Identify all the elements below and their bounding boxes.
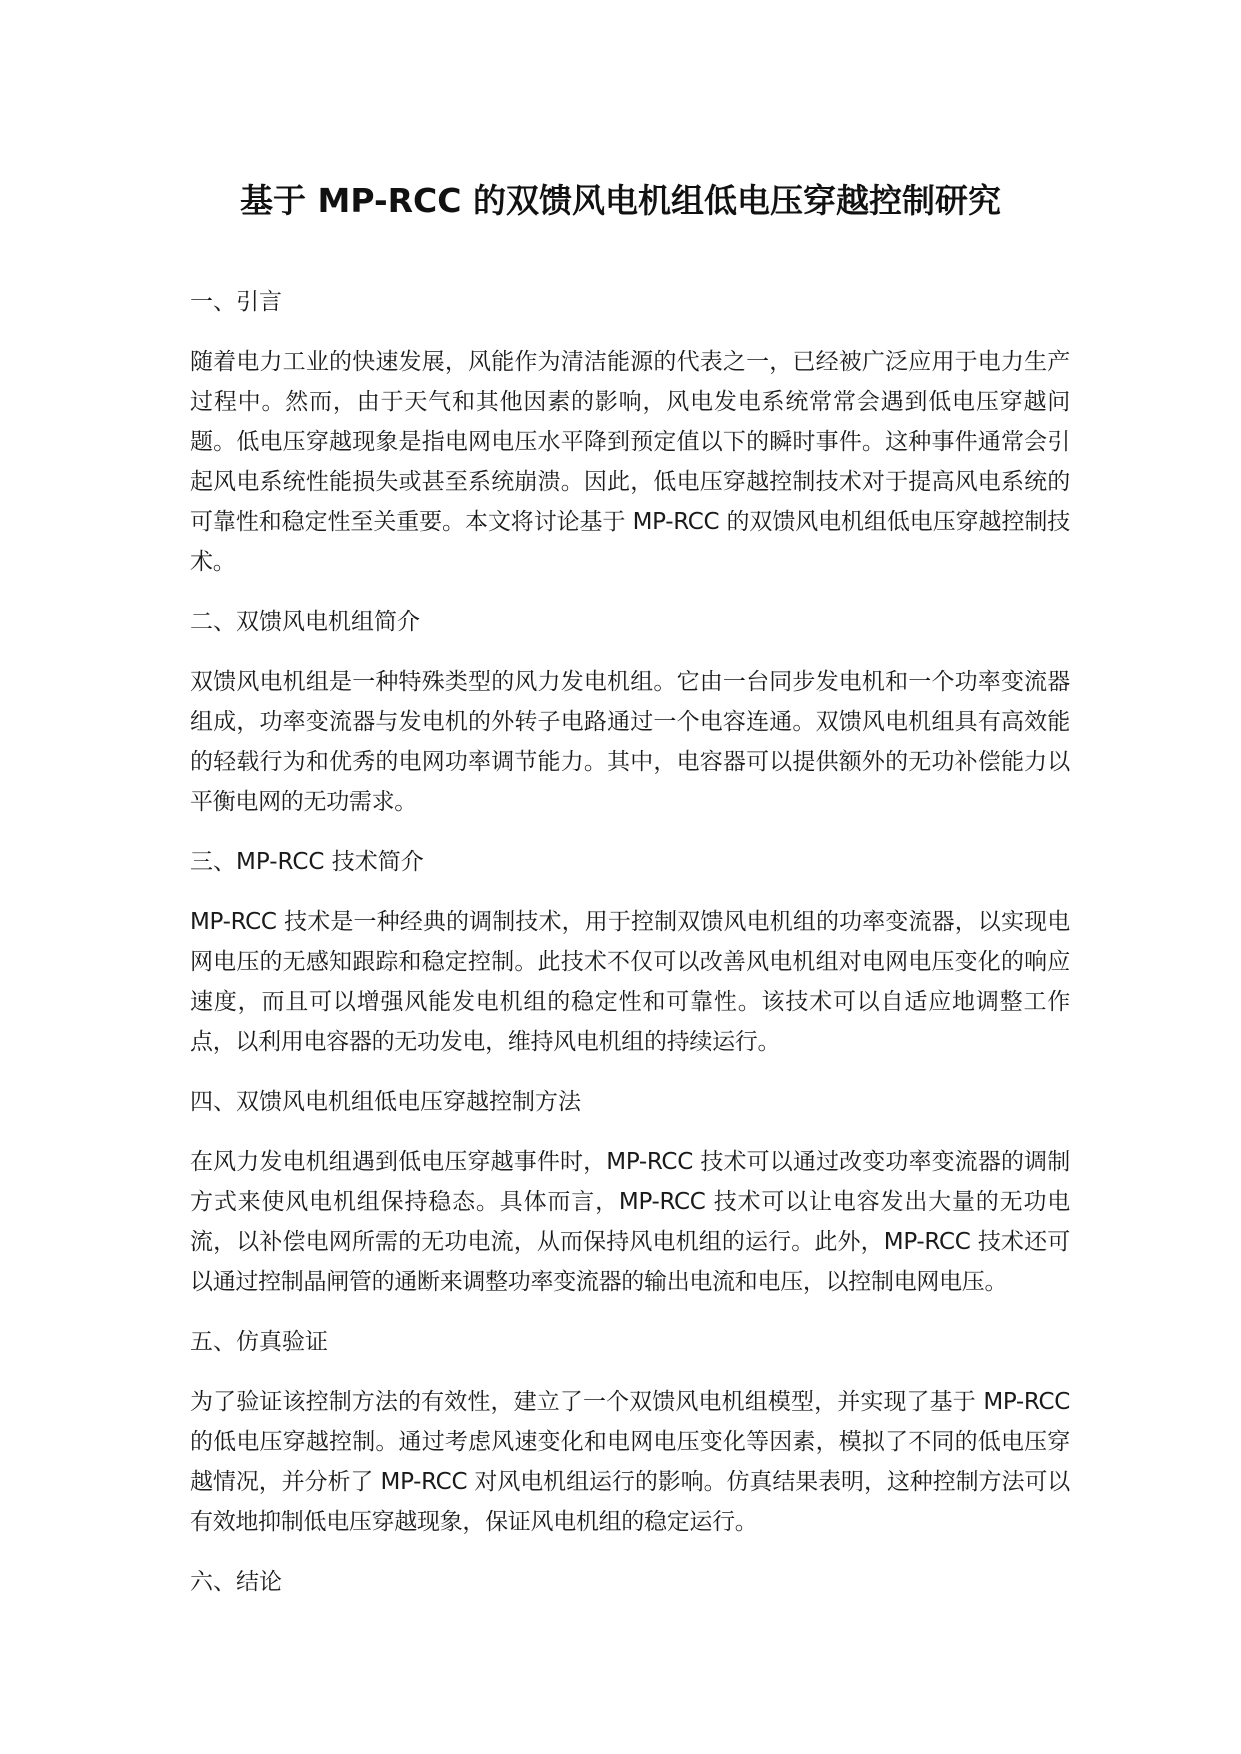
section-heading-dfig-overview: 二、双馈风电机组简介 <box>190 609 420 635</box>
section-heading-simulation: 五、仿真验证 <box>190 1329 328 1355</box>
section-heading-lvrt-method: 四、双馈风电机组低电压穿越控制方法 <box>190 1089 581 1115</box>
section-heading-conclusion: 六、结论 <box>190 1569 282 1595</box>
section-paragraph-intro: 随着电力工业的快速发展，风能作为清洁能源的代表之一，已经被广泛应用于电力生产过程中。然而，由于天气和其他因素的影响，风电发电系统常常会遇到低电压穿越问题。低电压穿越现象是指电网电压水平降到预定值以下的瞬时事件。这种事件通常会引起风电系统性能损失或甚至系统崩溃。因此，低电压穿越控制技术对于提高风电系统的可靠性和稳定性至关重要。本文将讨论基于 MP-RCC 的双馈风电机组低电压穿越控制技术。 <box>190 349 1070 575</box>
document-title: 基于 MP-RCC 的双馈风电机组低电压穿越控制研究 <box>240 181 1001 220</box>
section-paragraph-simulation: 为了验证该控制方法的有效性，建立了一个双馈风电机组模型，并实现了基于 MP-RCC 的低电压穿越控制。通过考虑风速变化和电网电压变化等因素，模拟了不同的低电压穿越情况，并分析了 MP-RCC 对风电机组运行的影响。仿真结果表明，这种控制方法可以有效地抑制低电压穿越现象，保证风电机组的稳定运行。 <box>190 1389 1070 1535</box>
document-body <box>190 282 1070 1622</box>
section-paragraph-mprcc-overview: MP-RCC 技术是一种经典的调制技术，用于控制双馈风电机组的功率变流器，以实现电网电压的无感知跟踪和稳定控制。此技术不仅可以改善风电机组对电网电压变化的响应速度，而且可以增强风能发电机组的稳定性和可靠性。该技术可以自适应地调整工作点，以利用电容器的无功发电，维持风电机组的持续运行。 <box>190 909 1070 1055</box>
section-paragraph-lvrt-method: 在风力发电机组遇到低电压穿越事件时，MP-RCC 技术可以通过改变功率变流器的调制方式来使风电机组保持稳态。具体而言，MP-RCC 技术可以让电容发出大量的无功电流，以补偿电网所需的无功电流，从而保持风电机组的运行。此外，MP-RCC 技术还可以通过控制晶闸管的通断来调整功率变流器的输出电流和电压，以控制电网电压。 <box>190 1149 1070 1295</box>
section-paragraph-dfig-overview: 双馈风电机组是一种特殊类型的风力发电机组。它由一台同步发电机和一个功率变流器组成，功率变流器与发电机的外转子电路通过一个电容连通。双馈风电机组具有高效能的轻载行为和优秀的电网功率调节能力。其中，电容器可以提供额外的无功补偿能力以平衡电网的无功需求。 <box>190 669 1070 815</box>
section-heading-intro: 一、引言 <box>190 289 282 315</box>
section-heading-mprcc-overview: 三、MP-RCC 技术简介 <box>190 849 424 875</box>
